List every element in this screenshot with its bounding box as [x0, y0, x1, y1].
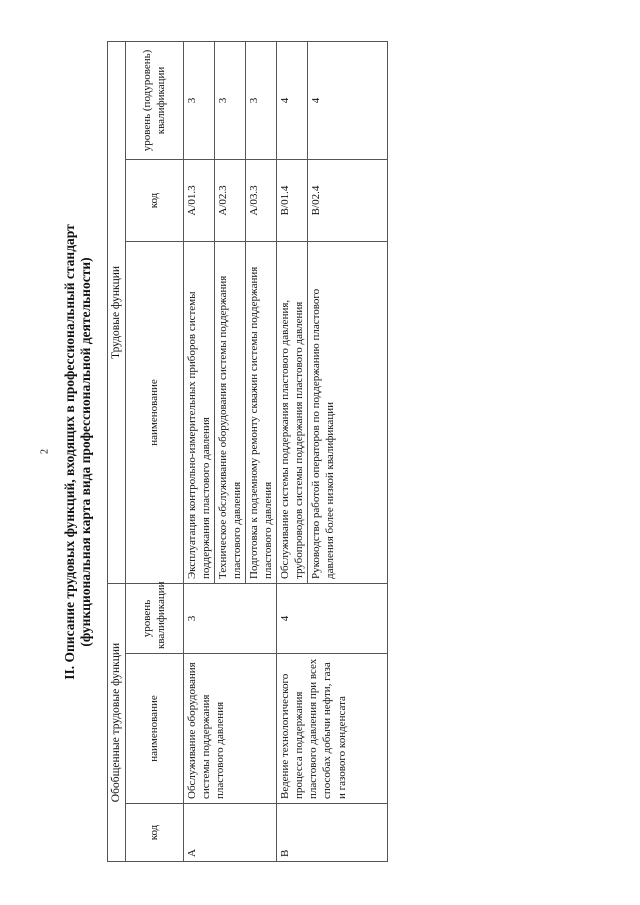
col-name-header: наименование — [125, 654, 183, 804]
function-code-cell: A/01.3 — [183, 159, 214, 241]
page-number: 2 — [39, 449, 51, 454]
function-level-cell: 4 — [277, 41, 308, 159]
header-row-groups — [108, 41, 126, 861]
section-heading — [62, 42, 93, 862]
gen-code-cell: A — [183, 804, 276, 862]
function-level-cell: 3 — [183, 41, 214, 159]
function-code-cell: A/02.3 — [214, 159, 245, 241]
heading-line-2: (функциональная карта вида профессиональной деятельности) — [77, 257, 93, 647]
gen-name-cell: Ведение технологического процесса поддержания пластового давления при всех способах добычи нефти, газа и газового конденсата — [277, 654, 388, 804]
function-code-cell: B/01.4 — [277, 159, 308, 241]
col-sublevel-header: уровень (подуровень) квалификации — [125, 41, 183, 159]
function-code-cell: B/02.4 — [308, 159, 388, 241]
col-level-header: уровень квалификации — [125, 583, 183, 653]
labor-functions-header: Трудовые функции — [108, 41, 126, 583]
table-row — [183, 41, 214, 861]
generalized-functions-header: Обобщенные трудовые функции — [108, 583, 126, 861]
function-name-cell: Подготовка к подземному ремонту скважин системы поддержания пластового давления — [246, 241, 277, 583]
function-level-cell: 4 — [308, 41, 388, 159]
function-name-cell: Эксплуатация контрольно-измерительных приборов системы поддержания пластового давления — [183, 241, 214, 583]
function-level-cell: 3 — [246, 41, 277, 159]
rotated-page-content — [62, 42, 602, 862]
function-name-cell: Обслуживание системы поддержания пластового давления, трубопроводов системы поддержания пластового давления — [277, 241, 308, 583]
col-code-header: код — [125, 804, 183, 862]
col-function-code-header: код — [125, 159, 183, 241]
header-row-columns — [125, 41, 183, 861]
gen-level-cell: 3 — [183, 583, 276, 653]
function-name-cell: Руководство работой операторов по поддержанию пластового давления более низкой квалификации — [308, 241, 388, 583]
table-row — [277, 41, 308, 861]
gen-name-cell: Обслуживание оборудования системы поддержания пластового давления — [183, 654, 276, 804]
function-name-cell: Техническое обслуживание оборудования системы поддержания пластового давления — [214, 241, 245, 583]
col-function-name-header: наименование — [125, 241, 183, 583]
gen-level-cell: 4 — [277, 583, 388, 653]
functional-map-table — [107, 41, 388, 862]
function-level-cell: 3 — [214, 41, 245, 159]
heading-line-1: II. Описание трудовых функций, входящих в профессиональный стандарт — [62, 224, 77, 680]
function-code-cell: A/03.3 — [246, 159, 277, 241]
gen-code-cell: B — [277, 804, 388, 862]
